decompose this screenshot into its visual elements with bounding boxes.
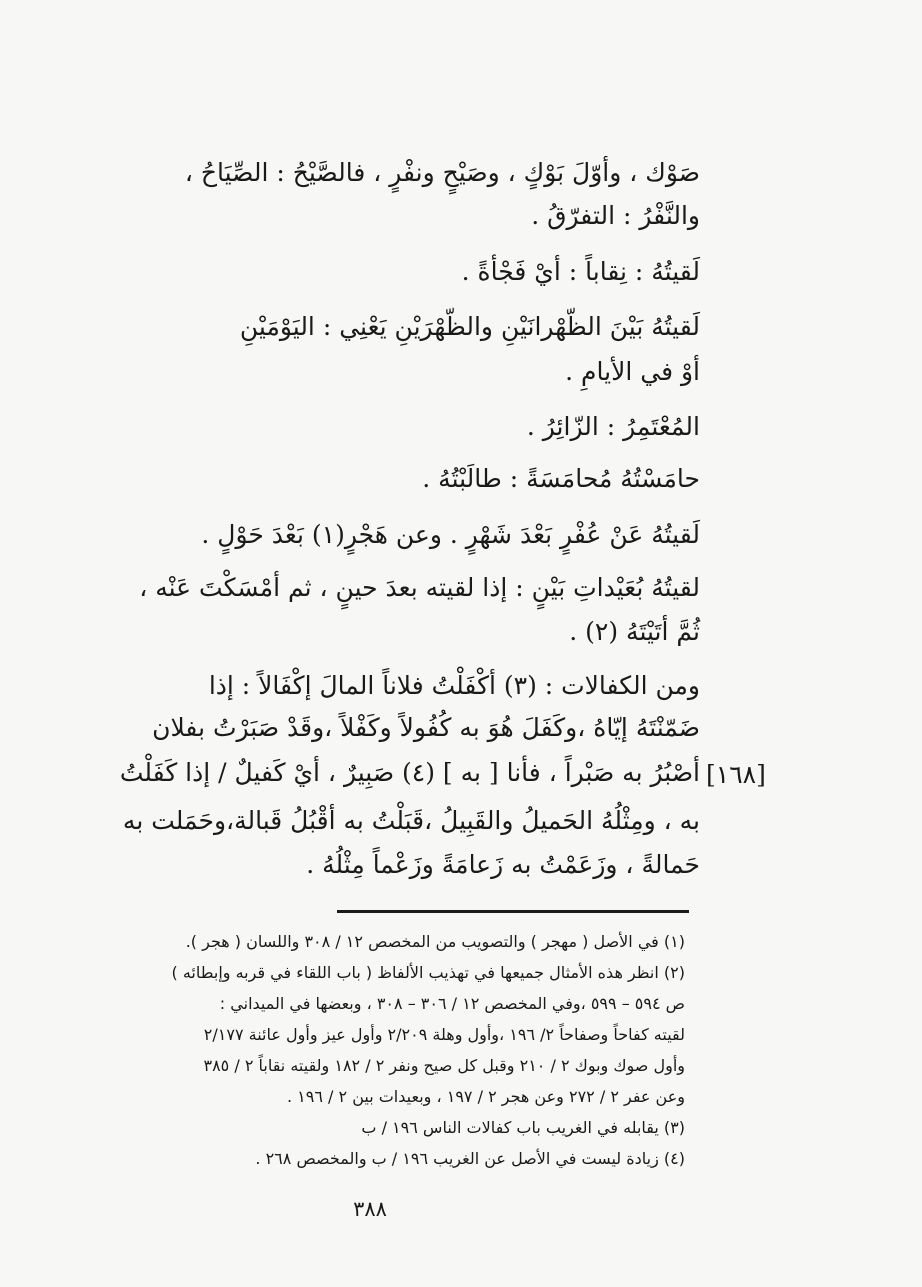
body-line-4: لَقيتُهُ بَيْنَ الظّهْرانَيْنِ والظّهْرَيْنِ يَعْنِي : اليَوْمَيْنِ bbox=[239, 312, 700, 341]
footnote-line-8: (٤) زيادة ليست في الأصل عن الغريب ١٩٦ / ب والمخصص ٢٦٨ . bbox=[255, 1149, 685, 1168]
body-line-14: به ، ومِثْلُهُ الحَميلُ والقَبِيلُ ،قَبَلْتُ به أقْبُلُ قَبالة،وحَمَلت به bbox=[122, 806, 700, 835]
body-line-3: لَقيتُهُ : نِقاباً : أيْ فَجْأةً . bbox=[461, 257, 700, 286]
body-line-2: والنَّفْرُ : التفرّقُ . bbox=[531, 201, 700, 230]
footnote-line-7: (٣) يقابله في الغريب باب كفالات الناس ١٩٦ / ب bbox=[361, 1118, 685, 1137]
footnote-line-1: (١) في الأصل ( مهجر ) والتصويب من المخصص ١٢ / ٣٠٨ واللسان ( هجر ). bbox=[185, 932, 685, 951]
body-line-11: ومن الكفالات : (٣) أكْفَلْتُ فلاناً المالَ إكْفَالاً : إذا bbox=[208, 671, 700, 700]
body-line-7: حامَسْتُهُ مُحامَسَةً : طالَبْتُهُ . bbox=[422, 464, 700, 493]
body-line-9: لقيتُهُ بُعَيْداتِ بَيْنٍ : إذا لقيته بعدَ حينٍ ، ثم أمْسَكْتَ عَنْه ، bbox=[139, 573, 700, 602]
footnote-line-4: لقيته كفاحاً وصفاحاً ٢/ ١٩٦ ،وأول وهلة ٢/٢٠٩ وأول عيز وأول عائنة ٢/١٧٧ bbox=[203, 1025, 685, 1044]
body-line-5: أوْ في الأيامِ . bbox=[565, 357, 700, 386]
footnote-line-2: (٢) انظر هذه الأمثال جميعها في تهذيب الألفاظ ( باب اللقاء في قربه وإبطائه ) bbox=[171, 963, 685, 982]
body-line-15: حَمالةً ، وزَعَمْتُ به زَعامَةً وزَعْماً مِثْلُهُ . bbox=[306, 850, 700, 879]
manuscript-folio-marker: [١٦٨] bbox=[706, 760, 766, 789]
body-line-13: أصْبُرُ به صَبْراً ، فأنا [ به ] (٤) صَبِيرٌ ، أيْ كَفيلٌ / إذا كَفَلْتُ bbox=[119, 758, 700, 787]
footnote-line-3: ص ٥٩٤ – ٥٩٩ ،وفي المخصص ١٢ / ٣٠٦ – ٣٠٨ ، وبعضها في الميداني : bbox=[219, 994, 685, 1013]
body-line-1: صَوْك ، وأوّلَ بَوْكٍ ، وصَيْحٍ ونفْرٍ ، فالصَّيْحُ : الصِّيَاحُ ، bbox=[184, 158, 700, 187]
body-line-6: المُعْتَمِرُ : الزّائِرُ . bbox=[526, 412, 700, 441]
footnote-line-5: وأول صوك وبوك ٢ / ٢١٠ وقبل كل صيح ونفر ٢ / ١٨٢ ولقيته نقاباً ٢ / ٣٨٥ bbox=[203, 1056, 685, 1075]
page-number: ٣٨٨ bbox=[353, 1197, 387, 1221]
body-line-10: ثُمَّ أتَيْتَهُ (٢) . bbox=[569, 617, 700, 646]
footnote-separator bbox=[337, 910, 689, 913]
body-line-8: لَقيتُهُ عَنْ عُفْرٍ بَعْدَ شَهْرٍ . وعن هَجْرٍ(١) بَعْدَ حَوْلٍ . bbox=[201, 520, 700, 549]
footnote-line-6: وعن عفر ٢ / ٢٧٢ وعن هجر ٢ / ١٩٧ ، وبعيدات بين ٢ / ١٩٦ . bbox=[287, 1087, 685, 1106]
body-line-12: ضَمّنْتَهُ إيّاهُ ،وكَفَلَ هُوَ به كُفُولاً وكَفْلاً ،وقَدْ صَبَرْتُ بفلان bbox=[152, 713, 700, 742]
